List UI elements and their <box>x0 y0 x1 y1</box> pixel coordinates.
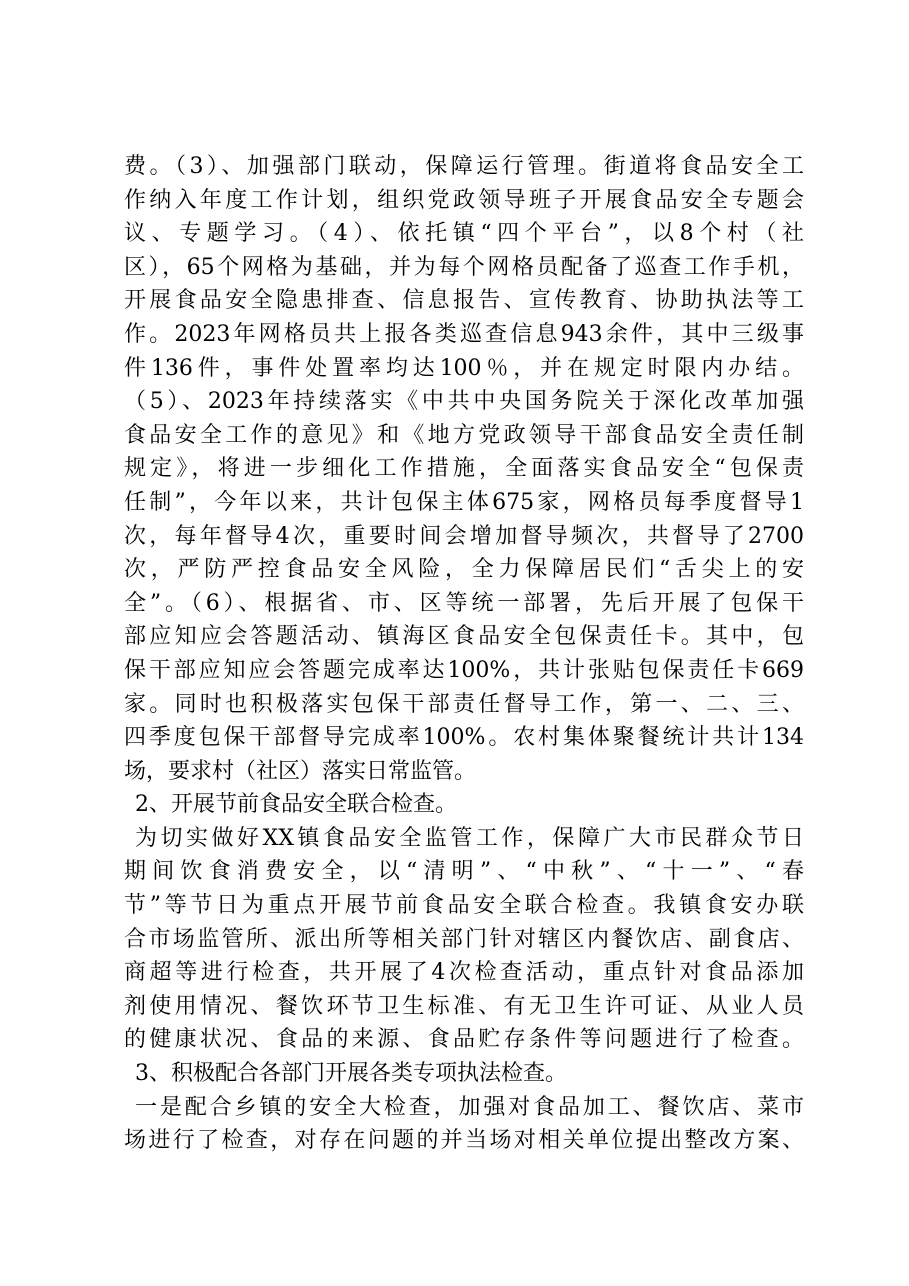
text-line: （5）、2023年持续落实《中共中央国务院关于深化改革加强 <box>124 389 804 415</box>
text-line: 家。同时也积极落实包保干部责任督导工作，第一、二、三、 <box>124 691 804 717</box>
text-line: 剂使用情况、餐饮环节卫生标准、有无卫生许可证、从业人员 <box>124 993 804 1019</box>
text-line: 合市场监管所、派出所等相关部门针对辖区内餐饮店、副食店、 <box>124 926 804 952</box>
text-line: 3、积极配合各部门开展各类专项执法检查。 <box>135 1061 567 1087</box>
text-line: 费。（3）、加强部门联动，保障运行管理。街道将食品安全工 <box>124 154 804 179</box>
text-line: 部应知应会答题活动、镇海区食品安全包保责任卡。其中，包 <box>124 624 804 650</box>
text-line: 节”等节日为重点开展节前食品安全联合检查。我镇食安办联 <box>124 893 804 919</box>
text-line: 作纳入年度工作计划，组织党政领导班子开展食品安全专题会 <box>124 187 804 213</box>
text-line: 全”。（6）、根据省、市、区等统一部署，先后开展了包保干 <box>124 590 804 616</box>
text-line: 一是配合乡镇的安全大检查，加强对食品加工、餐饮店、菜市 <box>135 1094 804 1120</box>
text-line: 食品安全工作的意见》和《地方党政领导干部食品安全责任制 <box>124 422 804 448</box>
text-line: 件136件，事件处置率均达100％，并在规定时限内办结。 <box>124 355 804 381</box>
text-line: 作。2023年网格员共上报各类巡查信息943余件，其中三级事 <box>124 321 804 347</box>
text-line: 规定》，将进一步细化工作措施，全面落实食品安全“包保责 <box>124 456 804 482</box>
text-line: 场进行了检查，对存在问题的并当场对相关单位提出整改方案、 <box>124 1128 804 1154</box>
text-line: 任制”，今年以来，共计包保主体675家，网格员每季度督导1 <box>124 489 804 515</box>
text-line: 的健康状况、食品的来源、食品贮存条件等问题进行了检查。 <box>124 1027 804 1053</box>
text-line: 期间饮食消费安全，以“清明”、“中秋”、“十一”、“春 <box>124 859 804 885</box>
text-line: 次，严防严控食品安全风险，全力保障居民们“舌尖上的安 <box>124 557 804 583</box>
text-line: 2、开展节前食品安全联合检查。 <box>135 792 457 818</box>
text-line: 议、专题学习。（4）、依托镇“四个平台”，以8个村（社 <box>124 221 804 247</box>
text-line: 四季度包保干部督导完成率100%。农村集体聚餐统计共计134 <box>124 725 804 751</box>
text-line: 次，每年督导4次，重要时间会增加督导频次，共督导了2700 <box>124 523 804 549</box>
text-line: 保干部应知应会答题完成率达100%，共计张贴包保责任卡669 <box>124 657 804 683</box>
text-line: 商超等进行检查，共开展了4次检查活动，重点针对食品添加 <box>124 960 804 986</box>
text-line: 区），65个网格为基础，并为每个网格员配备了巡查工作手机， <box>124 254 804 280</box>
body-text <box>124 150 804 1158</box>
text-line: 开展食品安全隐患排查、信息报告、宣传教育、协助执法等工 <box>124 288 804 314</box>
text-line: 场，要求村（社区）落实日常监管。 <box>124 758 477 784</box>
text-line: 为切实做好XX镇食品安全监管工作，保障广大市民群众节日 <box>135 825 804 851</box>
